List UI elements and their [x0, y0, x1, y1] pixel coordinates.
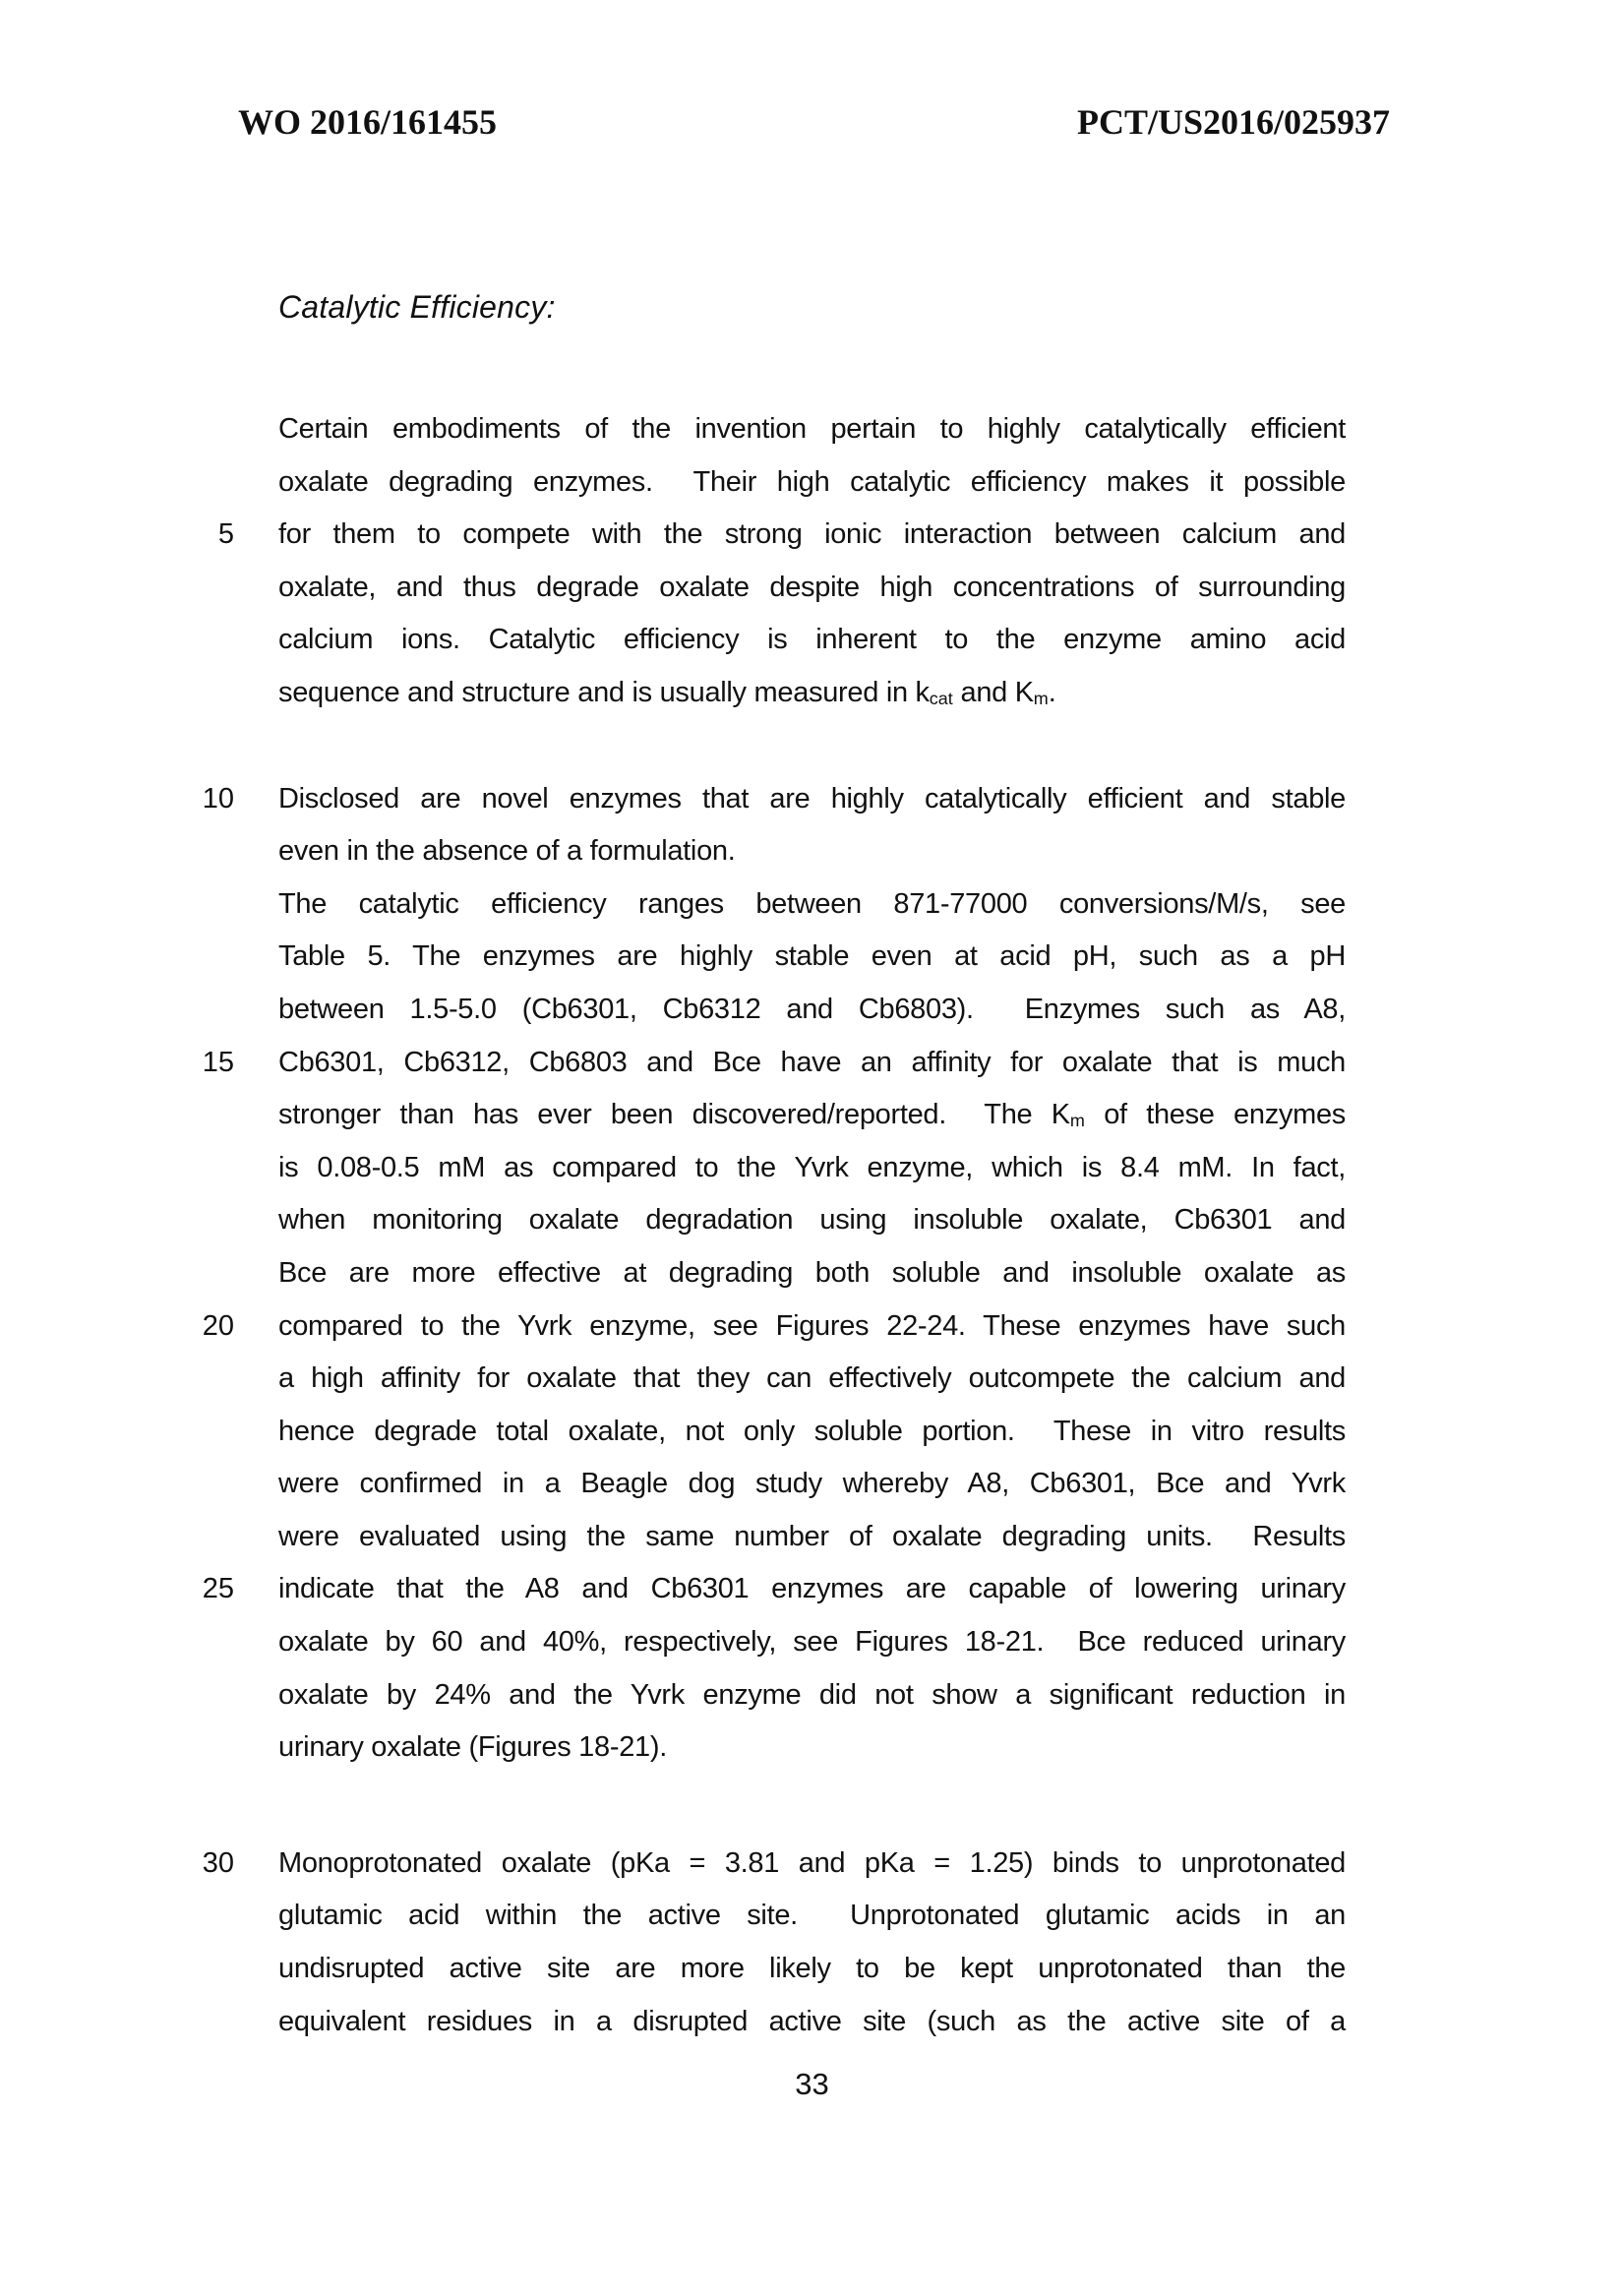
- text-line: [157, 509, 1346, 562]
- line-text: compared to the Yvrk enzyme, see Figures 22-24. These enzymes have such: [278, 1309, 1346, 1342]
- line-text: sequence and structure and is usually measured in $k_{cat}$ and $K_m$.: [278, 676, 1056, 709]
- page-number: 33: [795, 2067, 829, 2101]
- line-text: urinary oxalate (Figures 18-21).: [278, 1731, 667, 1764]
- line-text: stronger than has ever been discovered/reported. The $K_m$ of these enzymes: [278, 1099, 1346, 1131]
- text-line: [157, 667, 1346, 720]
- text-line: [157, 1721, 1346, 1775]
- text-line: [157, 1142, 1346, 1195]
- line-text: oxalate by 24% and the Yvrk enzyme did not show a significant reduction in: [278, 1678, 1346, 1711]
- line-text: indicate that the A8 and Cb6301 enzymes are capable of lowering urinary: [278, 1573, 1346, 1605]
- line-text: oxalate degrading enzymes. Their high catalytic efficiency makes it possible: [278, 465, 1346, 498]
- line-text: Monoprotonated oxalate (pKa = 3.81 and pKa = 1.25) binds to unprotonated: [278, 1846, 1346, 1879]
- line-text: Disclosed are novel enzymes that are highly catalytically efficient and stable: [278, 782, 1346, 815]
- line-text: The catalytic efficiency ranges between 871-77000 conversions/M/s, see: [278, 887, 1346, 920]
- page-footer: [0, 2066, 1624, 2103]
- line-text: Certain embodiments of the invention pertain to highly catalytically efficient: [278, 413, 1346, 445]
- line-number: 5: [217, 518, 234, 551]
- line-text: when monitoring oxalate degradation using insoluble oxalate, Cb6301 and: [278, 1204, 1346, 1237]
- line-text: Cb6301, Cb6312, Cb6803 and Bce have an affinity for oxalate that is much: [278, 1046, 1346, 1078]
- text-line: [157, 1890, 1346, 1943]
- line-number: 15: [202, 1046, 234, 1078]
- application-number: PCT/US2016/025937: [1076, 102, 1390, 142]
- text-line: [157, 984, 1346, 1037]
- text-line: [157, 1406, 1346, 1459]
- line-number: 30: [202, 1846, 234, 1879]
- text-line: [157, 403, 1346, 456]
- line-text: glutamic acid within the active site. Unprotonated glutamic acids in an: [278, 1900, 1346, 1932]
- text-line: [157, 773, 1346, 826]
- text-line: [157, 1616, 1346, 1669]
- text-line: [157, 1037, 1346, 1090]
- publication-number: WO 2016/161455: [238, 102, 498, 142]
- text-line: [157, 1838, 1346, 1891]
- line-text: oxalate, and thus degrade oxalate despite high concentrations of surrounding: [278, 571, 1346, 603]
- line-text: a high affinity for oxalate that they can effectively outcompete the calcium and: [278, 1362, 1346, 1395]
- section-heading: Catalytic Efficiency:: [278, 289, 556, 325]
- line-text: Bce are more effective at degrading both soluble and insoluble oxalate as: [278, 1256, 1346, 1289]
- text-line: [157, 1511, 1346, 1564]
- line-text: between 1.5-5.0 (Cb6301, Cb6312 and Cb6803). Enzymes such as A8,: [278, 993, 1346, 1025]
- line-number: 20: [202, 1309, 234, 1342]
- text-line: [157, 1458, 1346, 1511]
- line-number: 10: [202, 782, 234, 815]
- text-line: [157, 931, 1346, 984]
- line-text: undisrupted active site are more likely to be kept unprotonated than the: [278, 1953, 1346, 1985]
- text-line: [157, 1563, 1346, 1616]
- text-line: [157, 1194, 1346, 1247]
- line-text: oxalate by 60 and 40%, respectively, see Figures 18-21. Bce reduced urinary: [278, 1626, 1346, 1659]
- text-line: [157, 1996, 1346, 2049]
- text-line: [157, 1669, 1346, 1722]
- text-line: [157, 1089, 1346, 1142]
- text-line: [157, 1247, 1346, 1300]
- text-line: [157, 562, 1346, 615]
- text-line: [157, 456, 1346, 510]
- text-line: [157, 878, 1346, 932]
- line-text: hence degrade total oxalate, not only soluble portion. These in vitro results: [278, 1415, 1346, 1447]
- text-line: [157, 1353, 1346, 1406]
- line-text: for them to compete with the strong ionic interaction between calcium and: [278, 518, 1346, 551]
- text-line: [157, 1943, 1346, 1996]
- body-lines: [157, 403, 1346, 2048]
- line-text: is 0.08-0.5 mM as compared to the Yvrk enzyme, which is 8.4 mM. In fact,: [278, 1151, 1346, 1183]
- line-number: 25: [202, 1573, 234, 1605]
- line-text: were confirmed in a Beagle dog study whereby A8, Cb6301, Bce and Yvrk: [278, 1468, 1346, 1500]
- line-text: equivalent residues in a disrupted active site (such as the active site of a: [278, 2005, 1346, 2037]
- line-text: calcium ions. Catalytic efficiency is inherent to the enzyme amino acid: [278, 624, 1346, 656]
- line-text: were evaluated using the same number of oxalate degrading units. Results: [278, 1520, 1346, 1552]
- text-line: [157, 614, 1346, 667]
- line-text: even in the absence of a formulation.: [278, 835, 736, 868]
- text-line: [157, 825, 1346, 878]
- text-line: [157, 1300, 1346, 1354]
- line-text: Table 5. The enzymes are highly stable even at acid pH, such as a pH: [278, 940, 1346, 973]
- document-body: [157, 287, 1346, 2048]
